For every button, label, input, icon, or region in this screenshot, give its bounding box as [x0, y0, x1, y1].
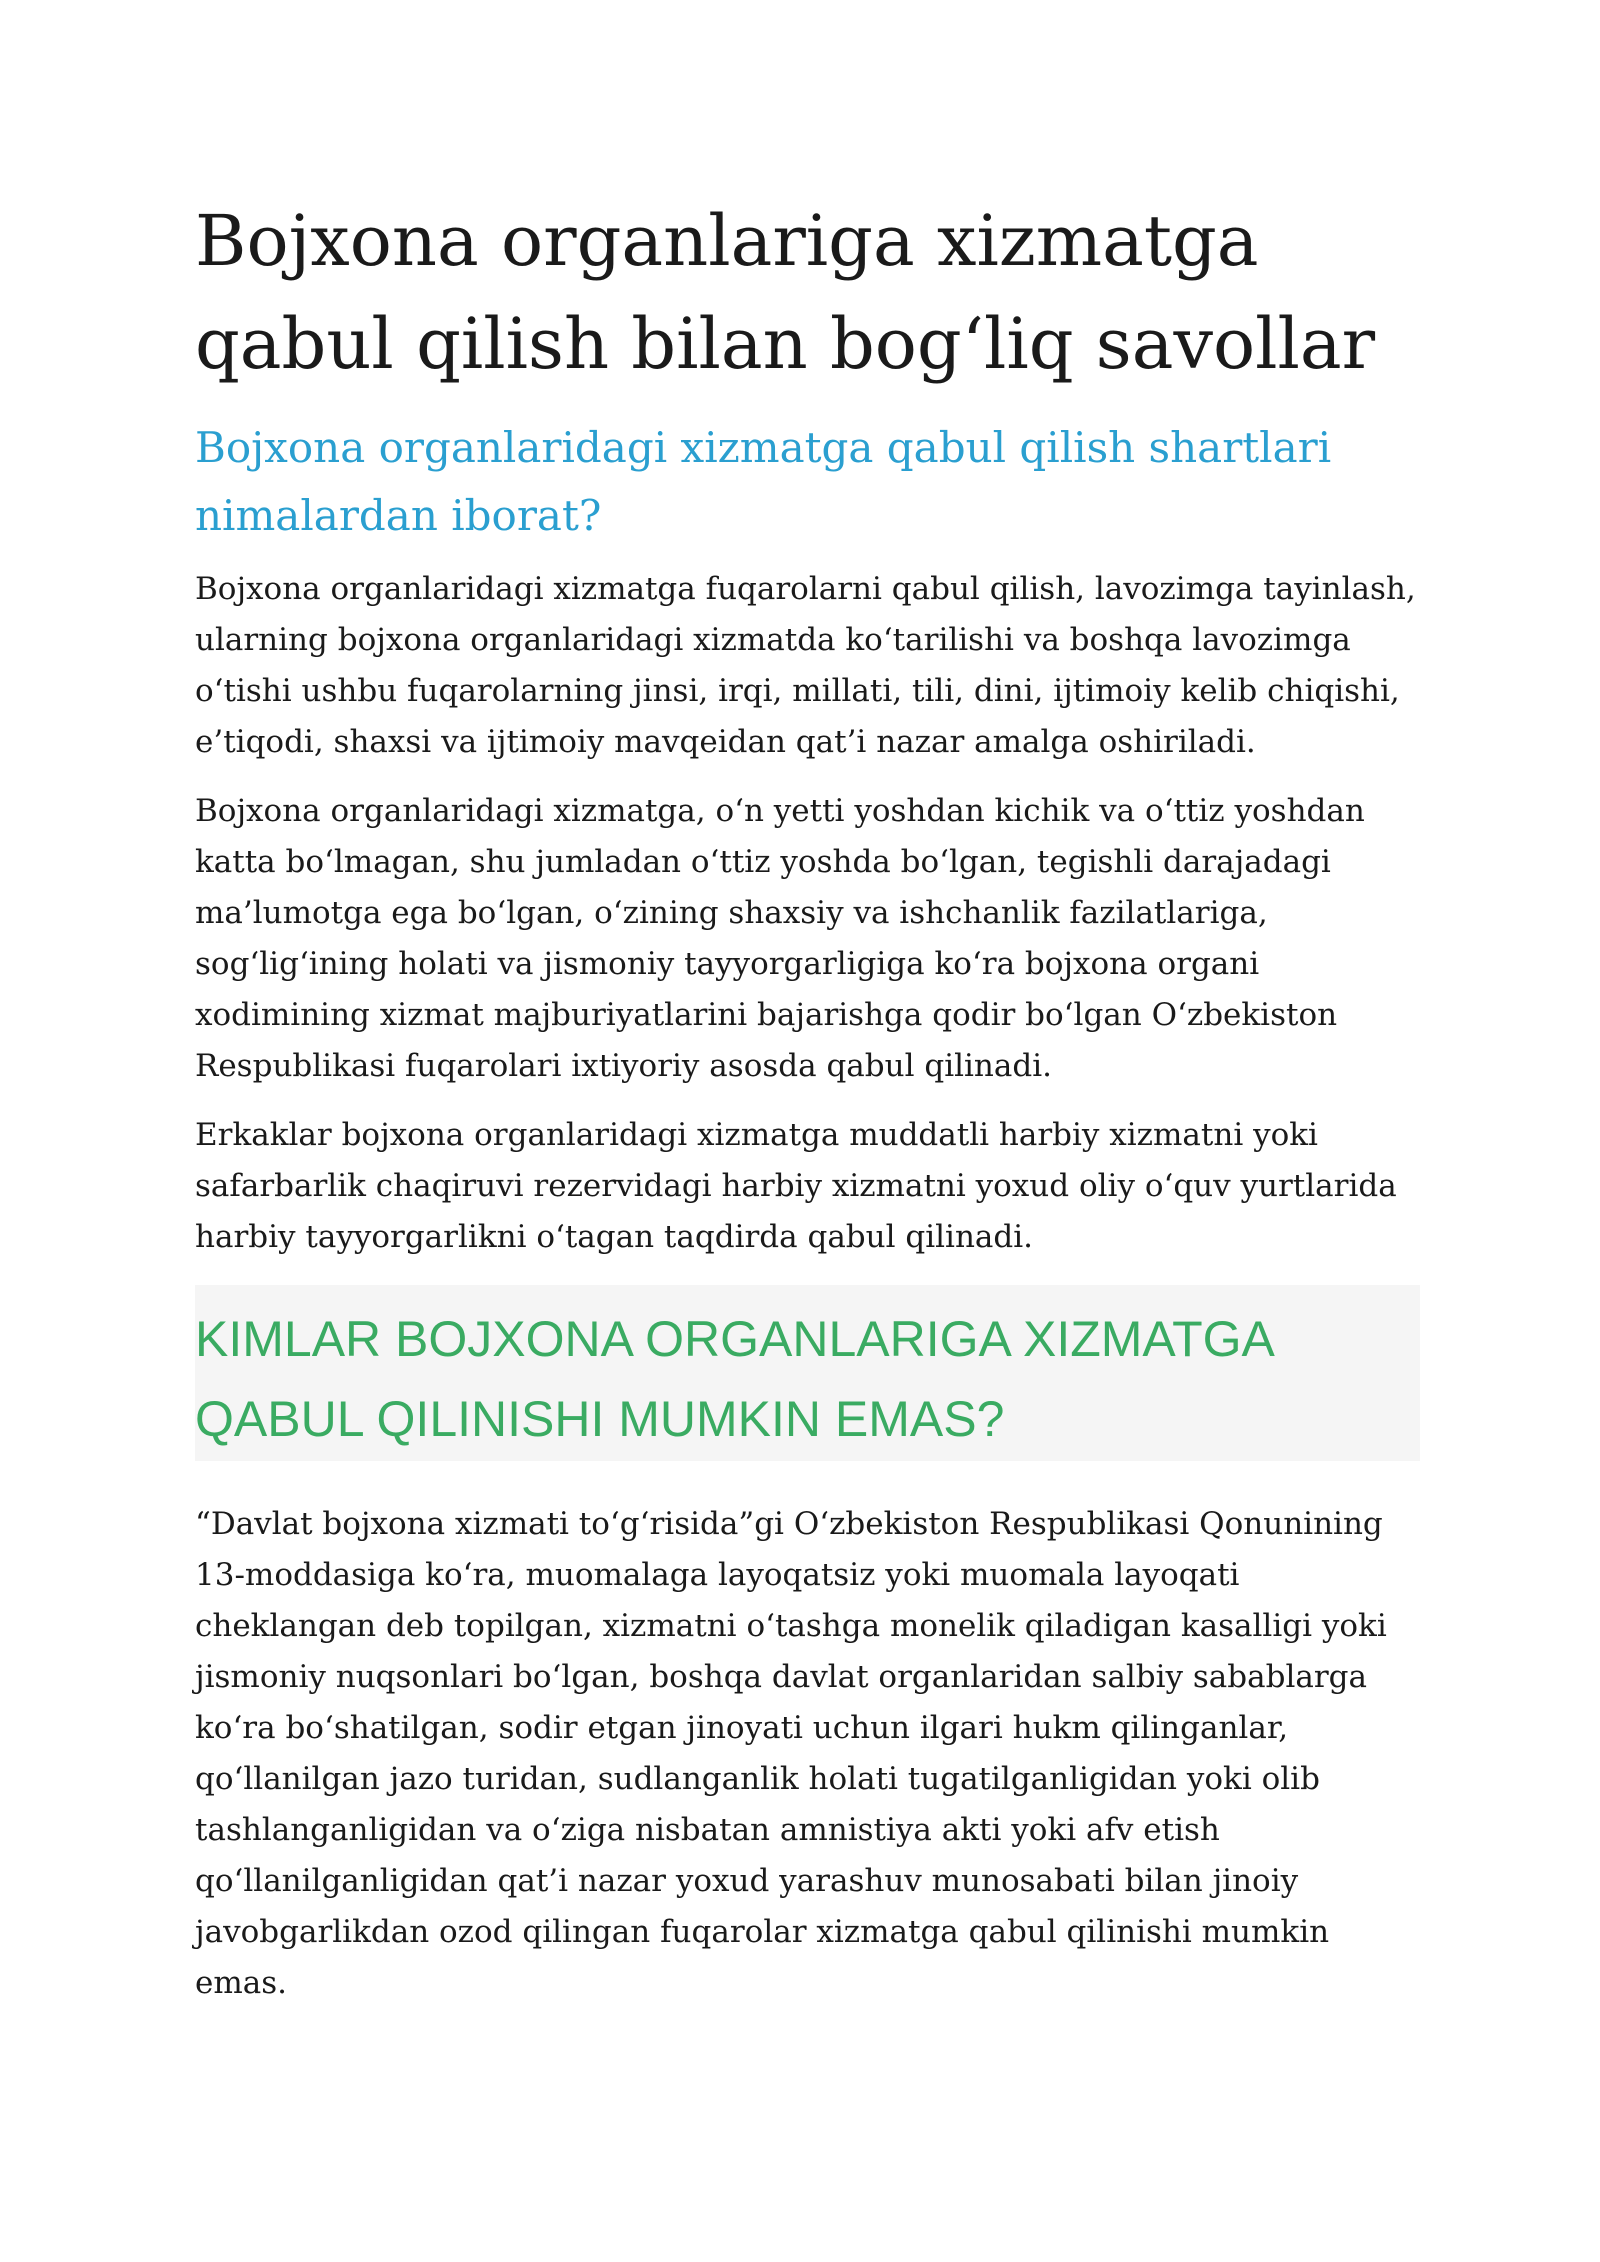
section-heading: KIMLAR BOJXONA ORGANLARIGA XIZMATGA QABUL QILINISHI MUMKIN EMAS?	[195, 1311, 1273, 1447]
document-page	[195, 190, 1420, 2009]
section-subtitle: Bojxona organlaridagi xizmatga qabul qilish shartlari nimalardan iborat?	[195, 423, 1332, 540]
paragraph-3: Erkaklar bojxona organlaridagi xizmatga muddatli harbiy xizmatni yoki safarbarlik chaqiruvi rezervidagi harbiy xizmatni yoxud oliy o‘quv yurtlarida harbiy tayyorgarlikni o‘tagan taqdirda qabul qilinadi.	[195, 1117, 1397, 1255]
section-heading-box	[195, 1285, 1420, 1461]
section-paragraph: “Davlat bojxona xizmati to‘g‘risida”gi O‘zbekiston Respublikasi Qonunining 13-moddasiga ko‘ra, muomalaga layoqatsiz yoki muomala layoqati cheklangan deb topilgan, xizmatni o‘tashga monelik qiladigan kasalligi yoki jismoniy nuqsonlari bo‘lgan, boshqa davlat organlaridan salbiy sabablarga ko‘ra bo‘shatilgan, sodir etgan jinoyati uchun ilgari hukm qilinganlar, qo‘llanilgan jazo turidan, sudlanganlik holati tugatilganligidan yoki olib tashlanganligidan va o‘ziga nisbatan amnistiya akti yoki afv etish qo‘llanilganligidan qat’i nazar yoxud yarashuv munosabati bilan jinoiy javobgarlikdan ozod qilingan fuqarolar xizmatga qabul qilinishi mumkin emas.	[195, 1506, 1387, 2001]
paragraph-1: Bojxona organlaridagi xizmatga fuqarolarni qabul qilish, lavozimga tayinlash, ularning bojxona organlaridagi xizmatda ko‘tarilishi va boshqa lavozimga o‘tishi ushbu fuqarolarning jinsi, irqi, millati, tili, dini, ijtimoiy kelib chiqishi, e’tiqodi, shaxsi va ijtimoiy mavqeidan qat’i nazar amalga oshiriladi.	[195, 571, 1416, 760]
paragraph-2: Bojxona organlaridagi xizmatga, o‘n yetti yoshdan kichik va o‘ttiz yoshdan katta bo‘lmagan, shu jumladan o‘ttiz yoshda bo‘lgan, tegishli darajadagi ma’lumotga ega bo‘lgan, o‘zining shaxsiy va ishchanlik fazilatlariga, sog‘lig‘ining holati va jismoniy tayyorgarligiga ko‘ra bojxona organi xodimining xizmat majburiyatlarini bajarishga qodir bo‘lgan O‘zbekiston Respublikasi fuqarolari ixtiyoriy asosda qabul qilinadi.	[195, 793, 1365, 1084]
page-title: Bojxona organlariga xizmatga qabul qilish bilan bog‘liq savollar	[195, 200, 1376, 385]
